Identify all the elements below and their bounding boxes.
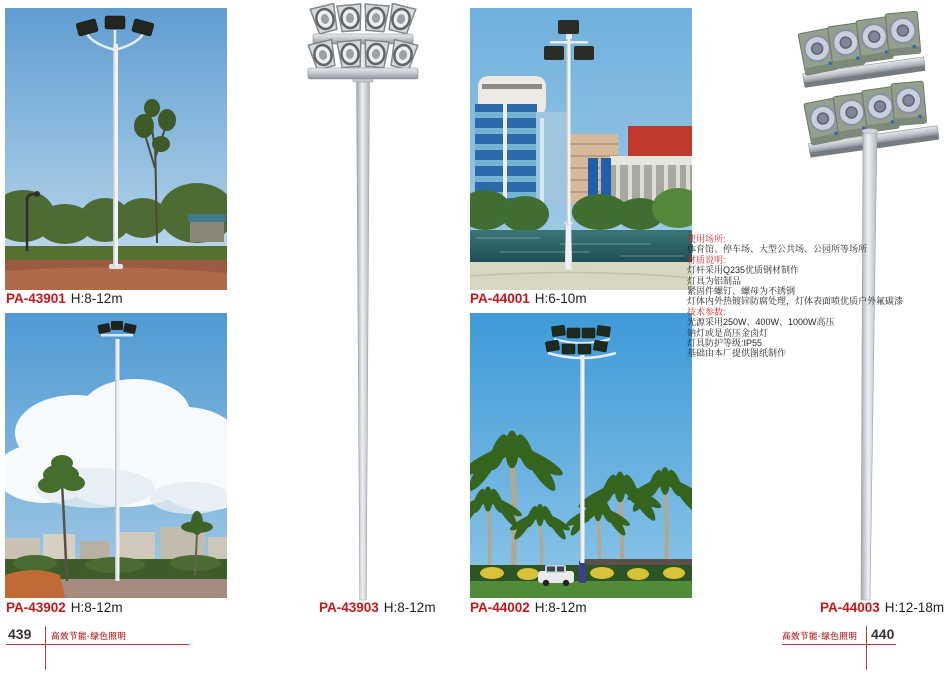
photo-scene-palm-pole: [470, 313, 692, 598]
spec-line: 灯具防护等级:IP55: [687, 338, 763, 349]
product-code: PA-44001: [470, 291, 530, 306]
product-code: PA-43901: [6, 291, 66, 306]
product-code: PA-43902: [6, 600, 66, 615]
page-number-left: 439: [8, 626, 32, 642]
pole-shaft: [357, 82, 370, 600]
spec-panel: [687, 234, 949, 359]
footer-slogan-right: 高效节能·绿色照明: [782, 631, 858, 641]
spec-line: 灯杆采用Q235优质钢材制作: [687, 265, 800, 276]
product-height: H:8-12m: [70, 600, 123, 615]
spec-line: 紧固件螺钉、螺母为不锈钢: [687, 286, 796, 297]
spec-line: 光源采用250W、400W、1000W高压: [687, 317, 835, 328]
product-photo-pa-43901: [5, 8, 227, 290]
photo-scene-city-pole: [470, 8, 692, 290]
dirt-pile: [5, 570, 65, 598]
shack: [188, 214, 226, 242]
page-number-right: 440: [871, 626, 895, 642]
photo-scene-park-pole: [5, 8, 227, 290]
spec-heading-technical: 技术参数:: [687, 306, 726, 317]
product-photo-pa-44001: [470, 8, 692, 290]
product-code: PA-44002: [470, 600, 530, 615]
product-height: H:8-12m: [70, 291, 123, 306]
product-label-pa-44001: [470, 291, 587, 306]
spec-heading-material: 材质说明:: [687, 254, 726, 265]
floodlight-row-top: [310, 3, 416, 34]
spec-line: 灯体内外热镀锌防腐处理，灯体表面喷优质户外氟碳漆: [687, 296, 904, 307]
photo-scene-cloud-pole: [5, 313, 227, 598]
product-label-pa-44003: [820, 600, 944, 615]
footer-rule-right: [782, 644, 896, 645]
footer-divider-right: [866, 626, 867, 670]
spec-heading-usage: 使用场所:: [687, 234, 726, 244]
product-code: PA-43903: [319, 600, 379, 615]
product-label-pa-43903: [319, 600, 436, 615]
product-render-pa-43903: [293, 3, 433, 608]
product-label-pa-44002: [470, 600, 587, 615]
footer-slogan-left: 高效节能·绿色照明: [51, 631, 127, 641]
spec-line: 基础由本厂提供图纸制作: [687, 348, 787, 359]
pole-shaft: [861, 131, 877, 600]
spec-line: 体育馆、停车场、大型公共场、公园所等场所: [687, 244, 868, 255]
product-height: H:8-12m: [534, 600, 587, 615]
product-height: H:6-10m: [534, 291, 587, 306]
product-code: PA-44003: [820, 600, 880, 615]
crossbar-bottom: [308, 68, 418, 79]
product-height: H:12-18m: [884, 600, 945, 615]
product-photo-pa-43902: [5, 313, 227, 598]
footer-divider-left: [45, 626, 46, 670]
render-eight-light-mast: [293, 3, 433, 603]
product-label-pa-43901: [6, 291, 123, 306]
footer-rule-left: [6, 644, 189, 645]
spec-line: 钠灯或是高压金卤灯: [687, 327, 769, 338]
product-photo-pa-44002: [470, 313, 692, 598]
product-height: H:8-12m: [383, 600, 436, 615]
spec-line: 灯具为铝制品: [687, 275, 742, 286]
product-label-pa-43902: [6, 600, 123, 615]
